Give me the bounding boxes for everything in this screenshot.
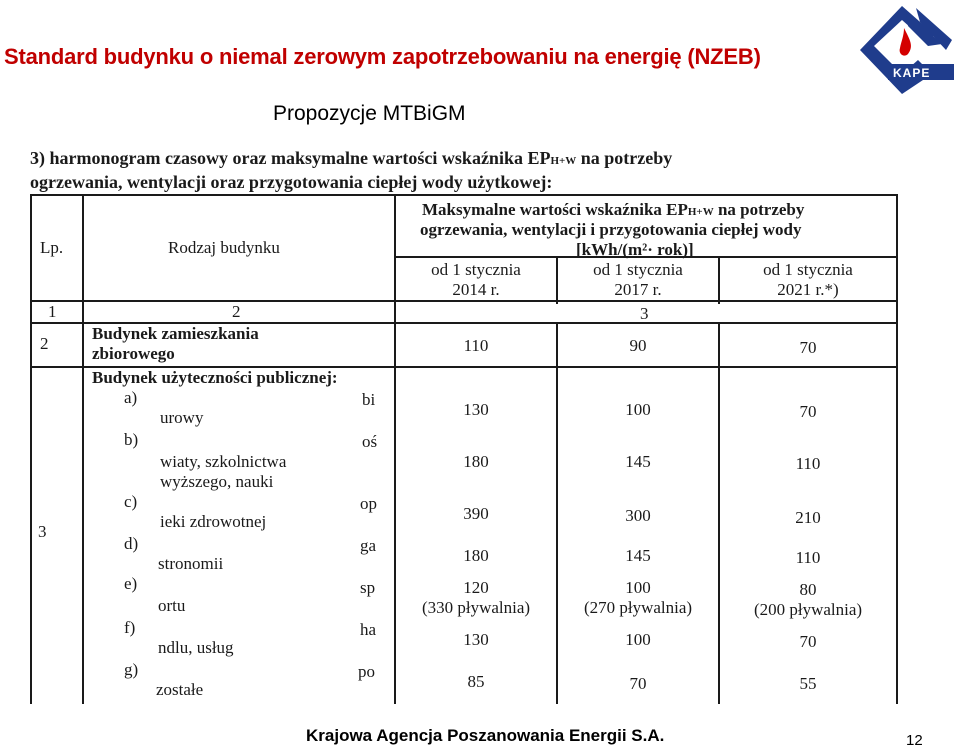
item-d-value-2021: 110 [795,548,821,567]
table-border [82,194,84,704]
item-c-value-2014: 390 [463,504,489,523]
table-border [30,194,898,196]
item-e-side: sp [360,578,376,597]
item-e-text: ortu [158,596,186,615]
date-2017 [560,260,716,300]
kape-logo-icon [858,2,956,96]
item-g-value-2014: 85 [467,672,485,691]
heading-text-end: na potrzeby [580,148,673,168]
pool-note: (200 pływalnia) [753,600,863,619]
item-a-text: urowy [160,408,204,427]
item-d-letter: d) [124,534,139,553]
value: 120 [463,578,489,597]
date-line: od 1 stycznia [593,260,683,279]
item-g-side: po [358,662,375,681]
value: 80 [799,580,817,599]
pool-note: (270 pływalnia) [583,598,693,617]
item-c-text: ieki zdrowotnej [160,512,267,531]
table-border [896,194,898,704]
item-c-value-2021: 210 [795,508,821,527]
item-a-side: bi [362,390,376,409]
heading-subscript: H+W [550,155,577,167]
group-header-line-3: [kWh/(m²· rok)] [576,240,694,259]
item-f-letter: f) [124,618,136,637]
item-e-value-2021 [722,580,894,620]
heading-text: 3) harmonogram czasowy oraz maksymalne wartości wskaźnika EP [30,148,551,168]
date-line: od 1 stycznia [431,260,521,279]
item-a-letter: a) [124,388,138,407]
value: 100 [625,578,651,597]
item-g-text: zostałe [156,680,204,699]
slide-subtitle: Propozycje MTBiGM [273,102,466,125]
item-d-side: ga [360,536,377,555]
item-b-text-line-2: wyższego, nauki [160,472,274,491]
row-3-name: Budynek użyteczności publicznej: [92,368,338,387]
item-d-value-2017: 145 [625,546,651,565]
table-border [718,322,720,704]
document-heading-line-1 [30,148,672,169]
item-c-value-2017: 300 [625,506,651,525]
date-2014 [398,260,554,300]
scanned-document [22,146,912,704]
row-2-value-2021: 70 [799,338,817,357]
item-b-side: oś [362,432,378,451]
item-f-value-2017: 100 [625,630,651,649]
item-f-value-2014: 130 [463,630,489,649]
item-d-text: stronomii [158,554,224,573]
item-c-letter: c) [124,492,138,511]
row-2-lp: 2 [40,334,49,353]
logo-text: KAPE [893,66,931,80]
date-line: 2017 r. [614,280,662,299]
group-header-line-2: ogrzewania, wentylacji i przygotowania ciepłej wody [420,220,802,239]
header-lp: Lp. [40,238,64,257]
item-b-letter: b) [124,430,139,449]
item-g-value-2017: 70 [629,674,647,693]
group-header-text: Maksymalne wartości wskaźnika EP [422,200,688,219]
group-header-line-1 [422,200,804,220]
item-g-letter: g) [124,660,139,679]
table-border [394,194,396,704]
numbering-1: 1 [48,302,57,321]
item-c-side: op [360,494,377,513]
row-3-lp: 3 [38,522,47,541]
item-e-letter: e) [124,574,138,593]
item-f-side: ha [360,620,377,639]
table-border [556,258,558,304]
item-b-value-2021: 110 [795,454,821,473]
row-2-value-2014: 110 [463,336,489,355]
row-2-name-line-1: Budynek zamieszkania [92,324,259,343]
table-border [30,194,32,704]
item-f-text: ndlu, usług [158,638,234,657]
slide-title: Standard budynku o niemal zerowym zapotrzebowaniu na energię (NZEB) [4,44,761,69]
table-border [30,300,898,302]
item-b-value-2014: 180 [463,452,489,471]
item-e-value-2017 [560,578,716,618]
item-f-value-2021: 70 [799,632,817,651]
item-b-value-2017: 145 [625,452,651,471]
item-d-value-2014: 180 [463,546,489,565]
item-g-value-2021: 55 [799,674,817,693]
date-line: od 1 stycznia [763,260,853,279]
row-2-name-line-2: zbiorowego [92,344,175,363]
numbering-3: 3 [640,304,649,323]
page-number: 12 [906,732,923,749]
numbering-2: 2 [232,302,241,321]
document-heading-line-2: ogrzewania, wentylacji oraz przygotowania ciepłej wody użytkowej: [30,172,553,192]
table-border [718,258,720,304]
date-line: 2021 r.*) [777,280,839,299]
header-building-type: Rodzaj budynku [168,238,280,257]
table-border [556,322,558,704]
item-a-value-2021: 70 [799,402,817,421]
row-2-value-2017: 90 [629,336,647,355]
footer-organization: Krajowa Agencja Poszanowania Energii S.A. [306,726,665,745]
date-2021 [722,260,894,300]
item-a-value-2017: 100 [625,400,651,419]
group-header-text-end: na potrzeby [717,200,805,219]
group-header-subscript: H+W [687,206,714,218]
item-a-value-2014: 130 [463,400,489,419]
date-line: 2014 r. [452,280,500,299]
item-e-value-2014 [398,578,554,618]
pool-note: (330 pływalnia) [421,598,531,617]
item-b-text-line-1: wiaty, szkolnictwa [160,452,287,471]
